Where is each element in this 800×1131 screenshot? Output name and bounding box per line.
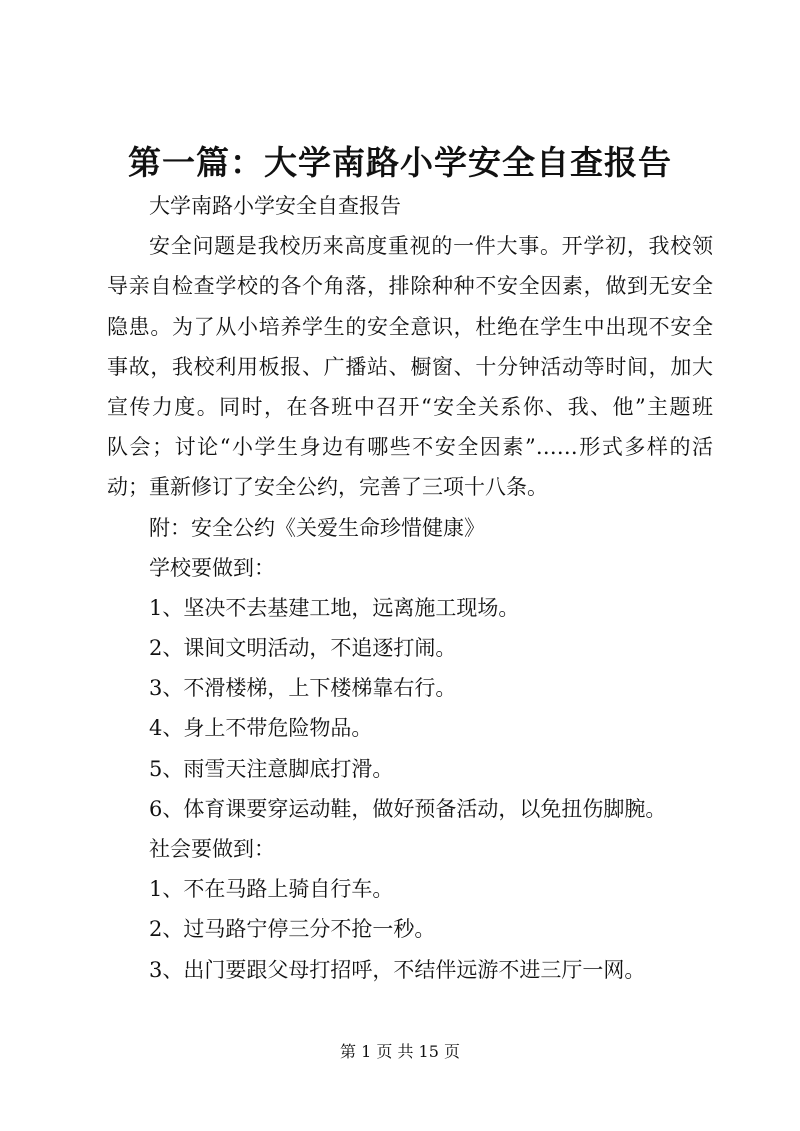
society-rule-item: 1、不在马路上骑自行车。 [149,877,394,902]
intro-paragraph-line: 导亲自检查学校的各个角落，排除种种不安全因素，做到无安全 [107,274,713,299]
school-rule-item: 5、雨雪天注意脚底打滑。 [149,756,394,781]
society-rule-item: 3、出门要跟父母打招呼，不结伴远游不进三厅一网。 [149,957,646,982]
page-footer: 第 1 页 共 15 页 [340,1042,460,1061]
school-rule-item: 2、课间文明活动，不追逐打闹。 [149,636,457,661]
document-title: 第一篇：大学南路小学安全自查报告 [128,143,672,182]
society-heading: 社会要做到： [149,837,275,861]
school-rule-item: 3、不滑楼梯，上下楼梯靠右行。 [149,676,457,701]
appendix-line: 附：安全公约《关爱生命珍惜健康》 [149,515,485,540]
intro-paragraph-line: 安全问题是我校历来高度重视的一件大事。开学初，我校领 [149,234,713,259]
intro-paragraph-line: 动；重新修订了安全公约，完善了三项十八条。 [107,475,548,500]
intro-paragraph-line: 隐患。为了从小培养学生的安全意识，杜绝在学生中出现不安全 [107,314,713,339]
intro-paragraph-line: 宣传力度。同时，在各班中召开“安全关系你、我、他”主题班 [107,394,713,419]
school-rule-item: 4、身上不带危险物品。 [149,716,373,741]
intro-paragraph-line: 队会；讨论“小学生身边有哪些不安全因素”……形式多样的活 [107,435,713,460]
school-heading: 学校要做到： [149,555,275,580]
school-rule-item: 1、坚决不去基建工地，远离施工现场。 [149,595,520,620]
intro-paragraph-line: 事故，我校利用板报、广播站、橱窗、十分钟活动等时间，加大 [107,354,713,379]
society-rule-item: 2、过马路宁停三分不抢一秒。 [149,917,436,942]
school-rule-item: 6、体育课要穿运动鞋，做好预备活动，以免扭伤脚腕。 [149,796,667,821]
document-body [107,186,713,990]
subtitle: 大学南路小学安全自查报告 [149,194,401,218]
